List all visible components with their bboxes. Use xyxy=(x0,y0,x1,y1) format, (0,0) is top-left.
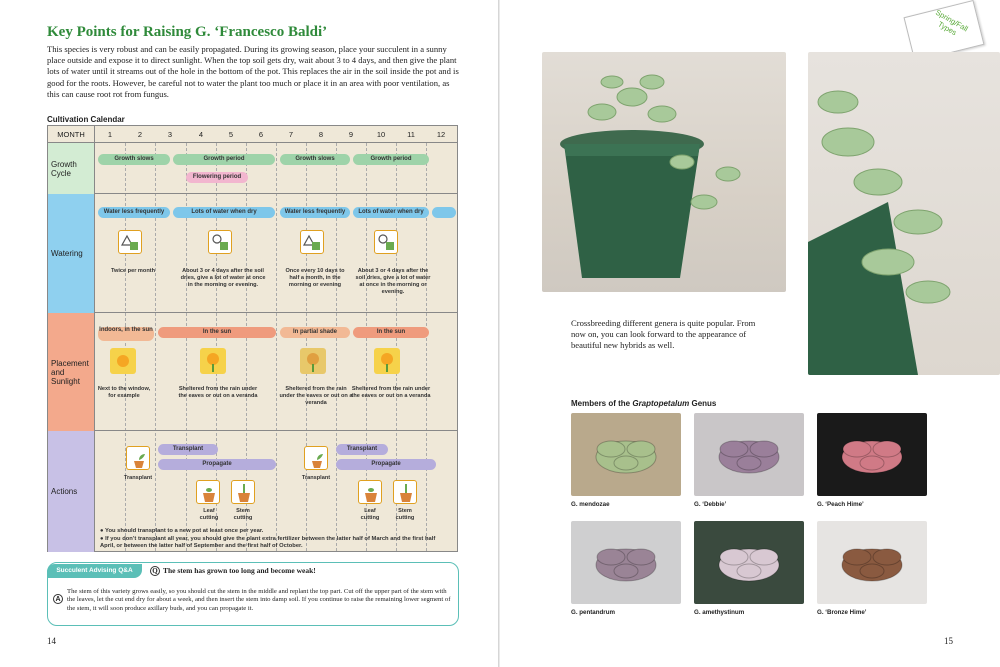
indoors-bar: Indoors, in the sun xyxy=(98,327,154,341)
placement-note-2: Sheltered from the rain under the eaves or out on a veranda xyxy=(178,386,258,399)
placement-label: Placement and Sunlight xyxy=(48,313,95,431)
month-11: 11 xyxy=(407,130,415,139)
members-heading: Members of the Graptopetalum Genus xyxy=(571,399,717,408)
genus-thumbnail xyxy=(694,521,804,604)
month-10: 10 xyxy=(376,130,386,139)
watering-can-icon xyxy=(300,230,324,254)
month-3: 3 xyxy=(167,130,173,139)
month-2: 2 xyxy=(137,130,143,139)
transplant-bar-2: Transplant xyxy=(336,444,388,455)
action-bullet-1: ● You should transplant to a new pot at least once per year. xyxy=(100,528,264,534)
flowering-period-bar: Flowering period xyxy=(186,172,248,183)
main-plant-photo xyxy=(542,52,786,292)
placement-note-4: Sheltered from the rain under the eaves or out on a veranda xyxy=(351,386,431,399)
stem-cutting-icon xyxy=(393,480,417,504)
genus-thumbnail-label: G. amethystinum xyxy=(694,609,745,616)
transplant-label-1: Transplant xyxy=(123,475,153,481)
genus-thumbnail-label: G. ‘Debbie’ xyxy=(694,501,727,508)
genus-thumbnail xyxy=(571,413,681,496)
watering-can-icon xyxy=(374,230,398,254)
water-less-bar-1: Water less frequently xyxy=(98,207,170,218)
growth-period-bar-1: Growth period xyxy=(173,154,275,165)
genus-thumbnail xyxy=(817,521,927,604)
growth-period-bar-2: Growth period xyxy=(353,154,429,165)
transplant-icon xyxy=(126,446,150,470)
page-title: Key Points for Raising G. ‘Francesco Baldi’ xyxy=(47,24,328,40)
action-bullet-2: ● If you don’t transplant all year, you should give the plant extra fertilizer between the latter half of March and the first half April, or between the latter half of September and the first half of October. xyxy=(100,536,436,549)
season-tag: Spring/Fall Types xyxy=(904,0,985,62)
qa-answer: The stem of this variety grows easily, so you should cut the stem in the middle and replant the top part. Cut off the upper part of the stem with the leaves, let the cut end dry for about a week, and then insert the stem into damp soil. If you continue to raise the remaining lower segment of the stem, it will soon produce axillary buds, and you can propagate it. xyxy=(67,588,451,612)
succulent-photo-illustration xyxy=(542,52,786,292)
shade-bar: In partial shade xyxy=(280,327,350,338)
watering-note-4: About 3 or 4 days after the soil dries, give a lot of water at once in the morning or evening. xyxy=(355,268,431,295)
watering-label: Watering xyxy=(48,194,95,313)
month-9: 9 xyxy=(348,130,354,139)
partial-shade-icon xyxy=(300,348,326,374)
placement-note-3: Sheltered from the rain under the eaves or out on a veranda xyxy=(279,386,353,406)
leaf-cutting-icon xyxy=(358,480,382,504)
genus-thumbnail-label: G. ‘Peach Hime’ xyxy=(817,501,864,508)
qa-tab: Succulent Advising Q&A xyxy=(47,564,142,578)
transplant-label-2: Transplant xyxy=(301,475,331,481)
watering-can-icon xyxy=(208,230,232,254)
transplant-bar-1: Transplant xyxy=(158,444,218,455)
genus-thumbnail xyxy=(817,413,927,496)
calendar-title: Cultivation Calendar xyxy=(47,115,125,124)
genus-thumbnail xyxy=(571,521,681,604)
growth-slows-bar-1: Growth slows xyxy=(98,154,170,165)
actions-label: Actions xyxy=(48,431,95,552)
placement-note-1: Next to the window, for example xyxy=(97,386,151,399)
month-7: 7 xyxy=(288,130,294,139)
sun-icon xyxy=(200,348,226,374)
watering-note-1: Twice per month xyxy=(110,268,156,274)
water-lots-bar-2: Lots of water when dry xyxy=(353,207,429,218)
transplant-icon xyxy=(304,446,328,470)
sun-bar-2: In the sun xyxy=(353,327,429,338)
genus-thumbnail-label: G. pentandrum xyxy=(571,609,616,616)
sun-bar-1: In the sun xyxy=(158,327,276,338)
answer-mark-icon: A xyxy=(53,588,66,606)
month-label: MONTH xyxy=(48,126,95,143)
growth-slows-bar-2: Growth slows xyxy=(280,154,350,165)
month-4: 4 xyxy=(198,130,204,139)
genus-thumbnail-label: G. mendozae xyxy=(571,501,610,508)
page-number-right: 15 xyxy=(944,636,953,646)
leaf-cutting-label-1: Leaf cutting xyxy=(199,508,219,521)
photo-caption: Crossbreeding different genera is quite popular. From now on, you can look forward to the appearance of beautiful new hybrids as well. xyxy=(571,318,756,351)
water-bar-continuation xyxy=(432,207,456,218)
cultivation-calendar xyxy=(47,125,458,552)
leaf-cutting-label-2: Leaf cutting xyxy=(360,508,380,521)
page-number-left: 14 xyxy=(47,636,56,646)
water-less-bar-2: Water less frequently xyxy=(280,207,350,218)
water-lots-bar-1: Lots of water when dry xyxy=(173,207,275,218)
watering-can-icon xyxy=(118,230,142,254)
month-6: 6 xyxy=(258,130,264,139)
genus-thumbnail-label: G. ‘Bronze Hime’ xyxy=(817,609,867,616)
sun-icon xyxy=(374,348,400,374)
month-5: 5 xyxy=(228,130,234,139)
propagate-bar-2: Propagate xyxy=(336,459,436,470)
growth-cycle-label: Growth Cycle xyxy=(48,143,95,194)
intro-paragraph: This species is very robust and can be easily propagated. During its growing season, place your succulent in a sunny place outside and expose it to direct sunlight. When the top soil gets dry, wait about 3 to 4 days, and then give the plant lots of water until it streams out of the hole in the bottom of the pot. This replaces the air in the soil inside the pot and is good for the roots. However, be careful not to water the plant too much or place it in an area with poor ventilation, as this can cause root rot from fungus. xyxy=(47,44,459,99)
watering-note-2: About 3 or 4 days after the soil dries, give a lot of water at once in the morning or evening. xyxy=(180,268,266,288)
watering-note-3: Once every 10 days to half a month, in the morning or evening xyxy=(285,268,345,288)
side-plant-photo xyxy=(808,52,1000,375)
stem-cutting-label-1: Stem cutting xyxy=(233,508,253,521)
stem-cutting-icon xyxy=(231,480,255,504)
stem-cutting-label-2: Stem cutting xyxy=(395,508,415,521)
genus-thumbnail xyxy=(694,413,804,496)
month-8: 8 xyxy=(318,130,324,139)
leaf-cutting-icon xyxy=(196,480,220,504)
calendar-header xyxy=(48,126,457,143)
month-1: 1 xyxy=(107,130,113,139)
month-12: 12 xyxy=(436,130,446,139)
window-sun-icon xyxy=(110,348,136,374)
propagate-bar-1: Propagate xyxy=(158,459,276,470)
growth-row xyxy=(48,143,457,194)
qa-question: Q The stem has grown too long and become weak! xyxy=(150,566,316,576)
question-mark-icon: Q xyxy=(150,566,160,576)
